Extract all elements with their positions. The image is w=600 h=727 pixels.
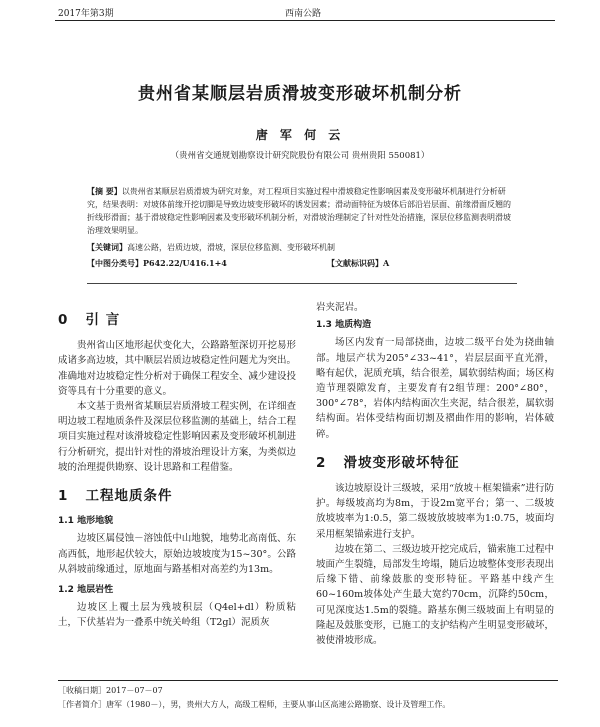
abstract-rule [87,283,517,284]
footnote-received: ［收稿日期］2017－07－07 [58,686,163,695]
keywords-row [87,242,517,253]
section-2-heading [316,456,554,471]
section-2-paragraph-2: 边坡在第二、三级边坡开挖完成后，锚索施工过程中坡面产生裂缝，局部发生垮塌，随后边坡整体变形表现出后缘下错、前缘鼓胀的变形特征。平路基中线产生60~160m坡体处产生最大宽约70cm，沉降约50cm，可见深度达1.5m的裂缝。路基东侧三级坡面上有明显的隆起及鼓胀变形，已施工的支护结构产生明显变形破坏，被使滑坡形成。 [316,543,554,647]
abstract [87,185,517,237]
doc-code-label: 【文献标识码】 [327,258,383,268]
section-2-paragraph-1: 该边坡原设计三级坡，采用“放坡＋框架锚索”进行防护。每级坡高均为8m，于设2m宽平台；第一、二级坡放坡坡率为1:0.5，第二级坡放坡坡率为1:0.75，坡面均采用框架锚索进行支护。 [316,483,554,540]
section-0-heading [58,313,296,328]
subsection-1-1-paragraph: 边坡区属侵蚀－溶蚀低中山地貌，地势北高南低、东高西低，地形起伏较大，原始边坡坡度为15~30°。公路从斜坡前缘通过，原地面与路基相对高差约为13m。 [58,533,296,575]
clc-value: P642.22/U416.1+4 [143,258,227,268]
subsection-1-2-heading: 1.2 地层岩性 [58,585,114,596]
section-1-number: 1 [58,488,69,505]
classification-row [87,258,517,269]
keywords-text: 高速公路，岩质边坡，滑坡，深层位移监测、变形破坏机制 [127,243,335,252]
subsection-1-1-heading: 1.1 地形地貌 [58,516,114,527]
header-rule [55,20,555,21]
footnote-rule [58,680,558,681]
left-column [58,305,296,631]
footnote-author-intro: ［作者简介］唐军（1980－），男，贵州大方人，高级工程师，主要从事山区高速公路勘察、设计及管理工作。 [58,700,451,709]
subsection-1-3-paragraph: 场区内发育一局部挠曲，边坡二级平台处为挠曲轴部。地层产状为205°∠33~41°，岩层层面平直光滑，略有起伏，泥质充填，结合很差，属软弱结构面；场区构造节理裂隙发育，主要发育有2组节理：200°∠80°，300°∠78°，岩体内结构面次生夹泥，结合很差，属软弱结构面。岩体受结构面切割及褶曲作用的影响，岩体破碎。 [316,337,554,440]
section-1-heading [58,489,296,504]
running-header-issue: 2017年第3期 [58,9,114,19]
paper-authors: 唐 军 何 云 [255,128,345,142]
continued-text: 岩夹泥岩。 [316,302,364,313]
subsection-1-2-paragraph: 边坡区上覆土层为残坡积层（Q4el+dl）粉质粘土，下伏基岩为一叠系中统关岭组（T2gl）泥质灰 [58,602,296,629]
section-0-title: 引 言 [85,312,121,328]
intro-paragraph-2: 本文基于贵州省某顺层岩质滑坡工程实例，在详细查明边坡工程地质条件及深层位移监测的基础上，结合工程项目实施过程对该滑坡稳定性影响因素及变形破坏机制进行分析研究，提出针对性的滑坡治理设计方案，为类似边坡的治理提供勘察、设计思路和工程借鉴。 [58,401,296,473]
paper-affiliation: （贵州省交通规划勘察设计研究院股份有限公司 贵州贵阳 550081） [170,151,430,161]
right-column [316,300,554,648]
subsection-1-3-heading: 1.3 地质构造 [316,320,372,331]
abstract-text: 以贵州省某顺层岩质滑坡为研究对象，对工程项目实施过程中滑坡稳定性影响因素及变形破坏机制进行分析研究，结果表明：对坡体前缘开挖切脚是导致边坡变形破坏的诱发因素；滑动面特征为坡体后部沿岩层面、前缘滑面反翘的折线形滑面；基于滑坡稳定性影响因素及变形破坏机制分析，对滑坡治理制定了针对性处治措施，深层位移监测表明滑坡治理效果明显。 [87,187,511,235]
clc-label: 【中图分类号】 [87,258,143,268]
section-2-number: 2 [316,454,327,471]
section-1-title: 工程地质条件 [85,488,173,505]
intro-paragraph-1: 贵州省山区地形起伏变化大，公路路堑深切开挖易形成诸多高边坡，其中顺层岩质边坡稳定性问题尤为突出。准确地对边坡稳定性分析对于确保工程安全、减少建设投资等具有十分重要的意义。 [58,340,296,397]
section-0-number: 0 [58,312,69,328]
running-header-journal: 西南公路 [285,9,322,19]
section-2-title: 滑坡变形破坏特征 [343,454,460,471]
keywords-label: 【关键词】 [87,242,127,252]
abstract-label: 【摘 要】 [87,186,122,196]
doc-code-value: A [383,258,390,268]
paper-title: 贵州省某顺层岩质滑坡变形破坏机制分析 [138,84,462,104]
